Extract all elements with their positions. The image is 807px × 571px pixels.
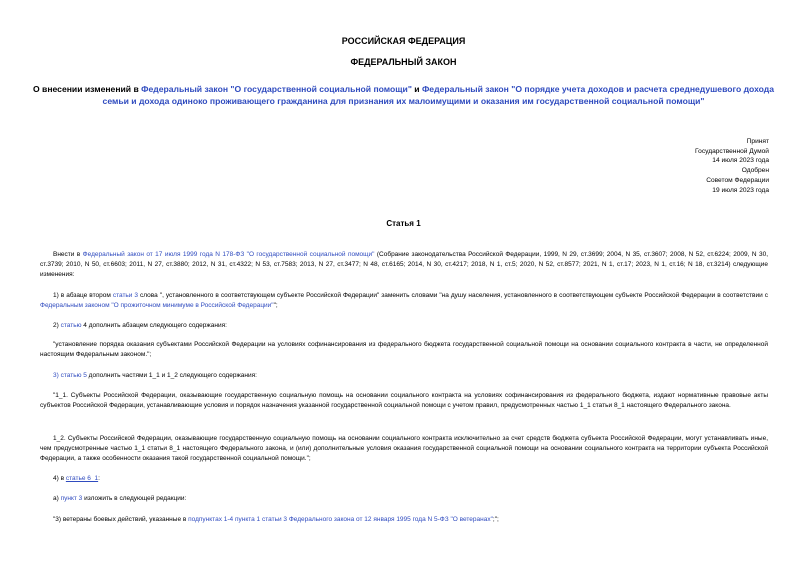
item-1-text: 1) в абзаце втором bbox=[53, 292, 113, 299]
intro-rest-text: (Собрание законодательства Российской Федерации, 1999, N 29, ст.3699; 2004, N 35, ст.3607; 2008, N 52, ст.6224; 2009, N 30, ст.3739; 2010, N 50, ст.6603; 2011, N 27, ст.3880; 2012, N 31, ст.4322; N 53, ст.7583; 2013, N 27, ст.3477; N 48, ст.6165; 2014, N 30, ст.4217; 2018, N 1, ст.5; 2020, N 52, ст.8577; 2021, N 1, ст.17; 2023, N 1, ст.16; N 18, ст.3214) следующие изменения: bbox=[40, 251, 768, 279]
article-3-link[interactable]: статьи 3 bbox=[112, 292, 139, 299]
item-2 bbox=[40, 321, 768, 331]
item-3-text: дополнить частями 1_1 и 1_2 следующего содержания: bbox=[86, 372, 257, 379]
veterans-text: ;"; bbox=[492, 516, 499, 523]
item-1 bbox=[40, 291, 768, 311]
approval-date: 19 июля 2023 года bbox=[712, 186, 769, 194]
law-type-heading: ФЕДЕРАЛЬНЫЙ ЗАКОН bbox=[350, 57, 457, 67]
subitem-a-text: изложить в следующей редакции: bbox=[82, 495, 187, 502]
adoption-line: Государственной Думой bbox=[695, 147, 769, 155]
title-prefix: О внесении изменений в bbox=[32, 84, 142, 94]
country-heading: РОССИЙСКАЯ ФЕДЕРАЦИЯ bbox=[341, 36, 466, 46]
item-4-text: 4) в bbox=[53, 475, 66, 482]
adoption-line: Принят bbox=[746, 138, 769, 145]
approval-line: Одобрен bbox=[741, 167, 769, 175]
veterans-text: "3) ветераны боевых действий, указанные в bbox=[53, 516, 189, 523]
subsistence-minimum-law-link[interactable]: Федеральным законом "О прожиточном минимуме в Российской Федерации" bbox=[40, 302, 274, 310]
title-link-income-accounting-law[interactable]: Федеральный закон "О порядке учета доходов и расчета среднедушевого дохода семьи и дохода одиноко проживающего гражданина для признания их малоимущими и оказания им государственной социальной помощи" bbox=[102, 84, 775, 106]
item-3 bbox=[40, 371, 768, 381]
approval-line: Советом Федерации bbox=[706, 176, 769, 184]
part-1-2-text: 1_2. Субъекты Российской Федерации, оказывающие государственную социальную помощь на основании социального контракта исключительно за счет средств бюджета субъекта Российской Федерации, могут устанавливать иные, чем предусмотренные частью 1_1 статьи 8_1 настоящего Федерального закона, и (или) дополнительные условия оказания государственной социальной помощи на основании социального контракта на территории субъекта Российской Федерации, а также особенности оказания такой государственной социальной помощи."; bbox=[40, 435, 768, 463]
article-intro bbox=[40, 250, 768, 281]
item-1-text: "; bbox=[273, 302, 278, 310]
article-heading: Статья 1 bbox=[386, 219, 421, 228]
article-4-link[interactable]: статью bbox=[60, 322, 82, 329]
veterans-item bbox=[40, 515, 768, 525]
item-2-text: 4 дополнить абзацем следующего содержания: bbox=[81, 322, 227, 329]
law-title bbox=[30, 84, 777, 107]
intro-law-link[interactable]: Федеральный закон от 17 июля 1999 года N 178-ФЗ "О государственной социальной помощи" bbox=[82, 251, 375, 258]
title-link-social-aid-law[interactable]: Федеральный закон "О государственной социальной помощи" bbox=[141, 84, 412, 94]
title-middle: и bbox=[411, 84, 422, 94]
subitem-a-text: а) bbox=[53, 495, 61, 502]
article-6-1-link[interactable]: статье 6_1 bbox=[65, 475, 99, 482]
item-2-quote: "установление порядка оказания субъектами Российской Федерации на условиях софинансирования из федерального бюджета государственной социальной помощи на основании социального контракта в части, не определенной настоящим Федеральным законом."; bbox=[40, 341, 768, 359]
article-5-link[interactable]: 3) статью 5 bbox=[53, 372, 87, 379]
part-1-1-text: "1_1. Субъекты Российской Федерации, оказывающие государственную социальную помощь на основании социального контракта на условиях софинансирования из федерального бюджета, издают нормативные правовые акты субъектов Российской Федерации, устанавливающие условия и порядок назначения указанной государственной социальной помощи с учетом правил, предусмотренных частью 1_1 статьи 8_1 настоящего Федерального закона. bbox=[40, 392, 768, 410]
item-4-text: : bbox=[98, 475, 100, 482]
point-3-link[interactable]: пункт 3 bbox=[60, 495, 83, 502]
item-4 bbox=[40, 474, 768, 484]
adoption-info bbox=[589, 137, 769, 195]
veterans-law-link[interactable]: подпунктах 1-4 пункта 1 статьи 3 Федерального закона от 12 января 1995 года N 5-ФЗ "О ветеранах" bbox=[188, 516, 493, 523]
adoption-date: 14 июля 2023 года bbox=[712, 157, 769, 165]
intro-text: Внести в bbox=[53, 251, 83, 258]
subitem-a bbox=[40, 494, 768, 504]
item-1-text: слова ", установленного в соответствующем субъекте Российской Федерации" заменить словами "на душу населения, установленного в соответствующем субъекте Российской Федерации в соответствии с bbox=[138, 292, 768, 299]
item-2-text: 2) bbox=[53, 322, 61, 329]
